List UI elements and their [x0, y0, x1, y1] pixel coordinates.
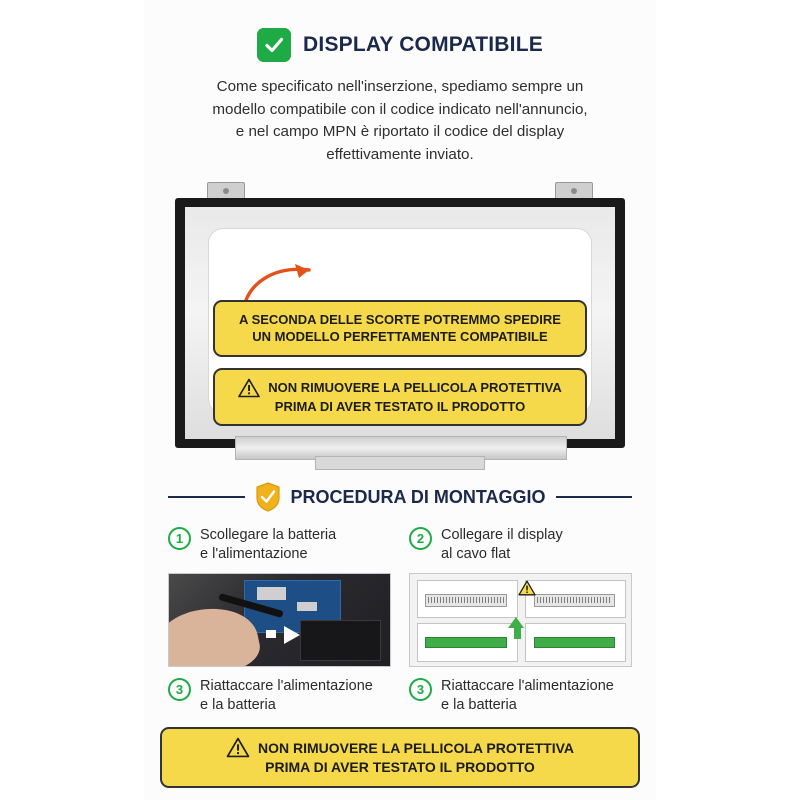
chip-icon	[257, 587, 286, 600]
chip-icon	[297, 602, 317, 611]
check-badge-icon	[257, 28, 291, 62]
compatibility-callout-line-2: UN MODELLO PERFETTAMENTE COMPATIBILE	[252, 329, 548, 345]
laptop-internals-photo	[168, 573, 391, 667]
divider-right	[556, 496, 633, 498]
compatibility-callout-box	[213, 300, 587, 357]
step-text-line-2: al cavo flat	[441, 545, 511, 562]
step-text	[200, 677, 373, 714]
step-number: 3	[409, 678, 432, 701]
intro-line-1: Come specificato nell'inserzione, spediamo sempre un	[216, 78, 584, 95]
page-title: DISPLAY COMPATIBILE	[303, 33, 543, 56]
battery-region	[300, 620, 382, 661]
procedure-steps	[168, 526, 632, 714]
step-text-line-1: Scollegare la batteria	[200, 527, 337, 543]
intro-line-3: e nel campo MPN è riportato il codice del display	[235, 123, 565, 140]
step-item	[168, 526, 391, 563]
bottom-warning-banner	[160, 727, 640, 788]
step-item	[168, 677, 391, 714]
insert-arrow-icon	[508, 617, 524, 628]
intro-paragraph	[170, 76, 630, 166]
intro-line-2: modello compatibile con il codice indicato nell'annuncio,	[212, 100, 588, 118]
panel-bottom-connector	[315, 456, 485, 470]
pointer-arrow-head-icon	[284, 626, 300, 644]
step-number: 3	[168, 678, 191, 701]
warning-triangle-icon	[238, 378, 260, 398]
step-text-line-1: Collegare il display	[441, 527, 563, 543]
step-number: 1	[168, 527, 191, 550]
step-text	[441, 677, 614, 714]
step-text-line-2: e la batteria	[200, 696, 276, 713]
warning-triangle-icon	[226, 737, 250, 758]
procedure-heading	[168, 482, 632, 512]
display-panel-illustration	[165, 182, 635, 474]
insert-arrow-tail-icon	[514, 627, 521, 639]
shield-icon	[255, 482, 281, 512]
bottom-warning-line-1: NON RIMUOVERE LA PELLICOLA PROTETTIVA	[257, 739, 575, 756]
warning-triangle-icon	[518, 580, 536, 596]
step-text-line-2: e l'alimentazione	[200, 545, 308, 562]
film-warning-line-1: NON RIMUOVERE LA PELLICOLA PROTETTIVA	[268, 380, 562, 396]
intro-line-4: effettivamente inviato.	[326, 145, 474, 163]
step-text-line-2: e la batteria	[441, 696, 517, 713]
step-item	[409, 677, 632, 714]
step-text-line-1: Riattaccare l'alimentazione	[441, 678, 614, 695]
compatibility-callout-line-1: A SECONDA DELLE SCORTE POTREMMO SPEDIRE	[239, 312, 561, 327]
step-item	[409, 526, 632, 563]
film-warning-box	[213, 368, 587, 426]
bottom-warning-line-2: PRIMA DI AVER TESTATO IL PRODOTTO	[265, 759, 535, 776]
step-text	[200, 526, 336, 563]
flat-cable-connector-diagram	[409, 573, 632, 667]
film-warning-line-2: PRIMA DI AVER TESTATO IL PRODOTTO	[274, 399, 526, 414]
flat-cable-icon	[534, 637, 616, 648]
step-text-line-1: Riattaccare l'alimentazione	[200, 678, 373, 695]
header	[144, 0, 656, 62]
step-text	[441, 526, 563, 563]
divider-left	[168, 496, 245, 498]
procedure-title: PROCEDURA DI MONTAGGIO	[290, 486, 546, 507]
connector-icon	[425, 594, 507, 607]
connector-icon	[534, 594, 616, 607]
flat-cable-icon	[425, 637, 507, 648]
pointer-arrow-icon	[266, 630, 276, 638]
step-number: 2	[409, 527, 432, 550]
infographic-sheet	[144, 0, 656, 800]
